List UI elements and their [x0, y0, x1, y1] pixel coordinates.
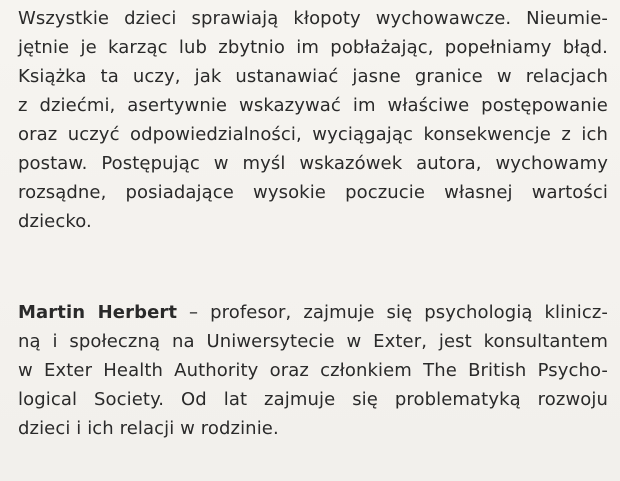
description-line-8: dziecko. — [18, 211, 92, 232]
description-line-1: Wszystkie dzieci sprawiają kłopoty wychowawcze. Nieumie- — [18, 8, 608, 29]
bio-line-2: ną i społeczną na Uniwersytecie w Exter, jest konsultantem — [18, 331, 608, 352]
author-name: Martin Herbert — [18, 302, 178, 323]
description-line-3: Książka ta uczy, jak ustanawiać jasne granice w relacjach — [18, 66, 608, 87]
bio-line-1 — [18, 298, 608, 327]
bio-line-3: w Exter Health Authority oraz członkiem The British Psycho- — [18, 360, 608, 381]
description-line-2: jętnie je karząc lub zbytnio im pobłażając, popełniamy błąd. — [18, 37, 608, 58]
bio-line-1-text: – profesor, zajmuje się psychologią klinicz- — [177, 302, 608, 323]
description-line-4: z dziećmi, asertywnie wskazywać im właściwe postępowanie — [18, 95, 608, 116]
bio-line-4: logical Society. Od lat zajmuje się problematyką rozwoju — [18, 389, 608, 410]
description-line-7: rozsądne, posiadające wysokie poczucie własnej wartości — [18, 182, 608, 203]
author-bio-paragraph — [18, 298, 608, 443]
bio-line-5: dzieci i ich relacji w rodzinie. — [18, 418, 279, 439]
description-line-5: oraz uczyć odpowiedzialności, wyciągając konsekwencje z ich — [18, 124, 608, 145]
description-line-6: postaw. Postępując w myśl wskazówek autora, wychowamy — [18, 153, 608, 174]
book-description-paragraph — [18, 4, 608, 236]
